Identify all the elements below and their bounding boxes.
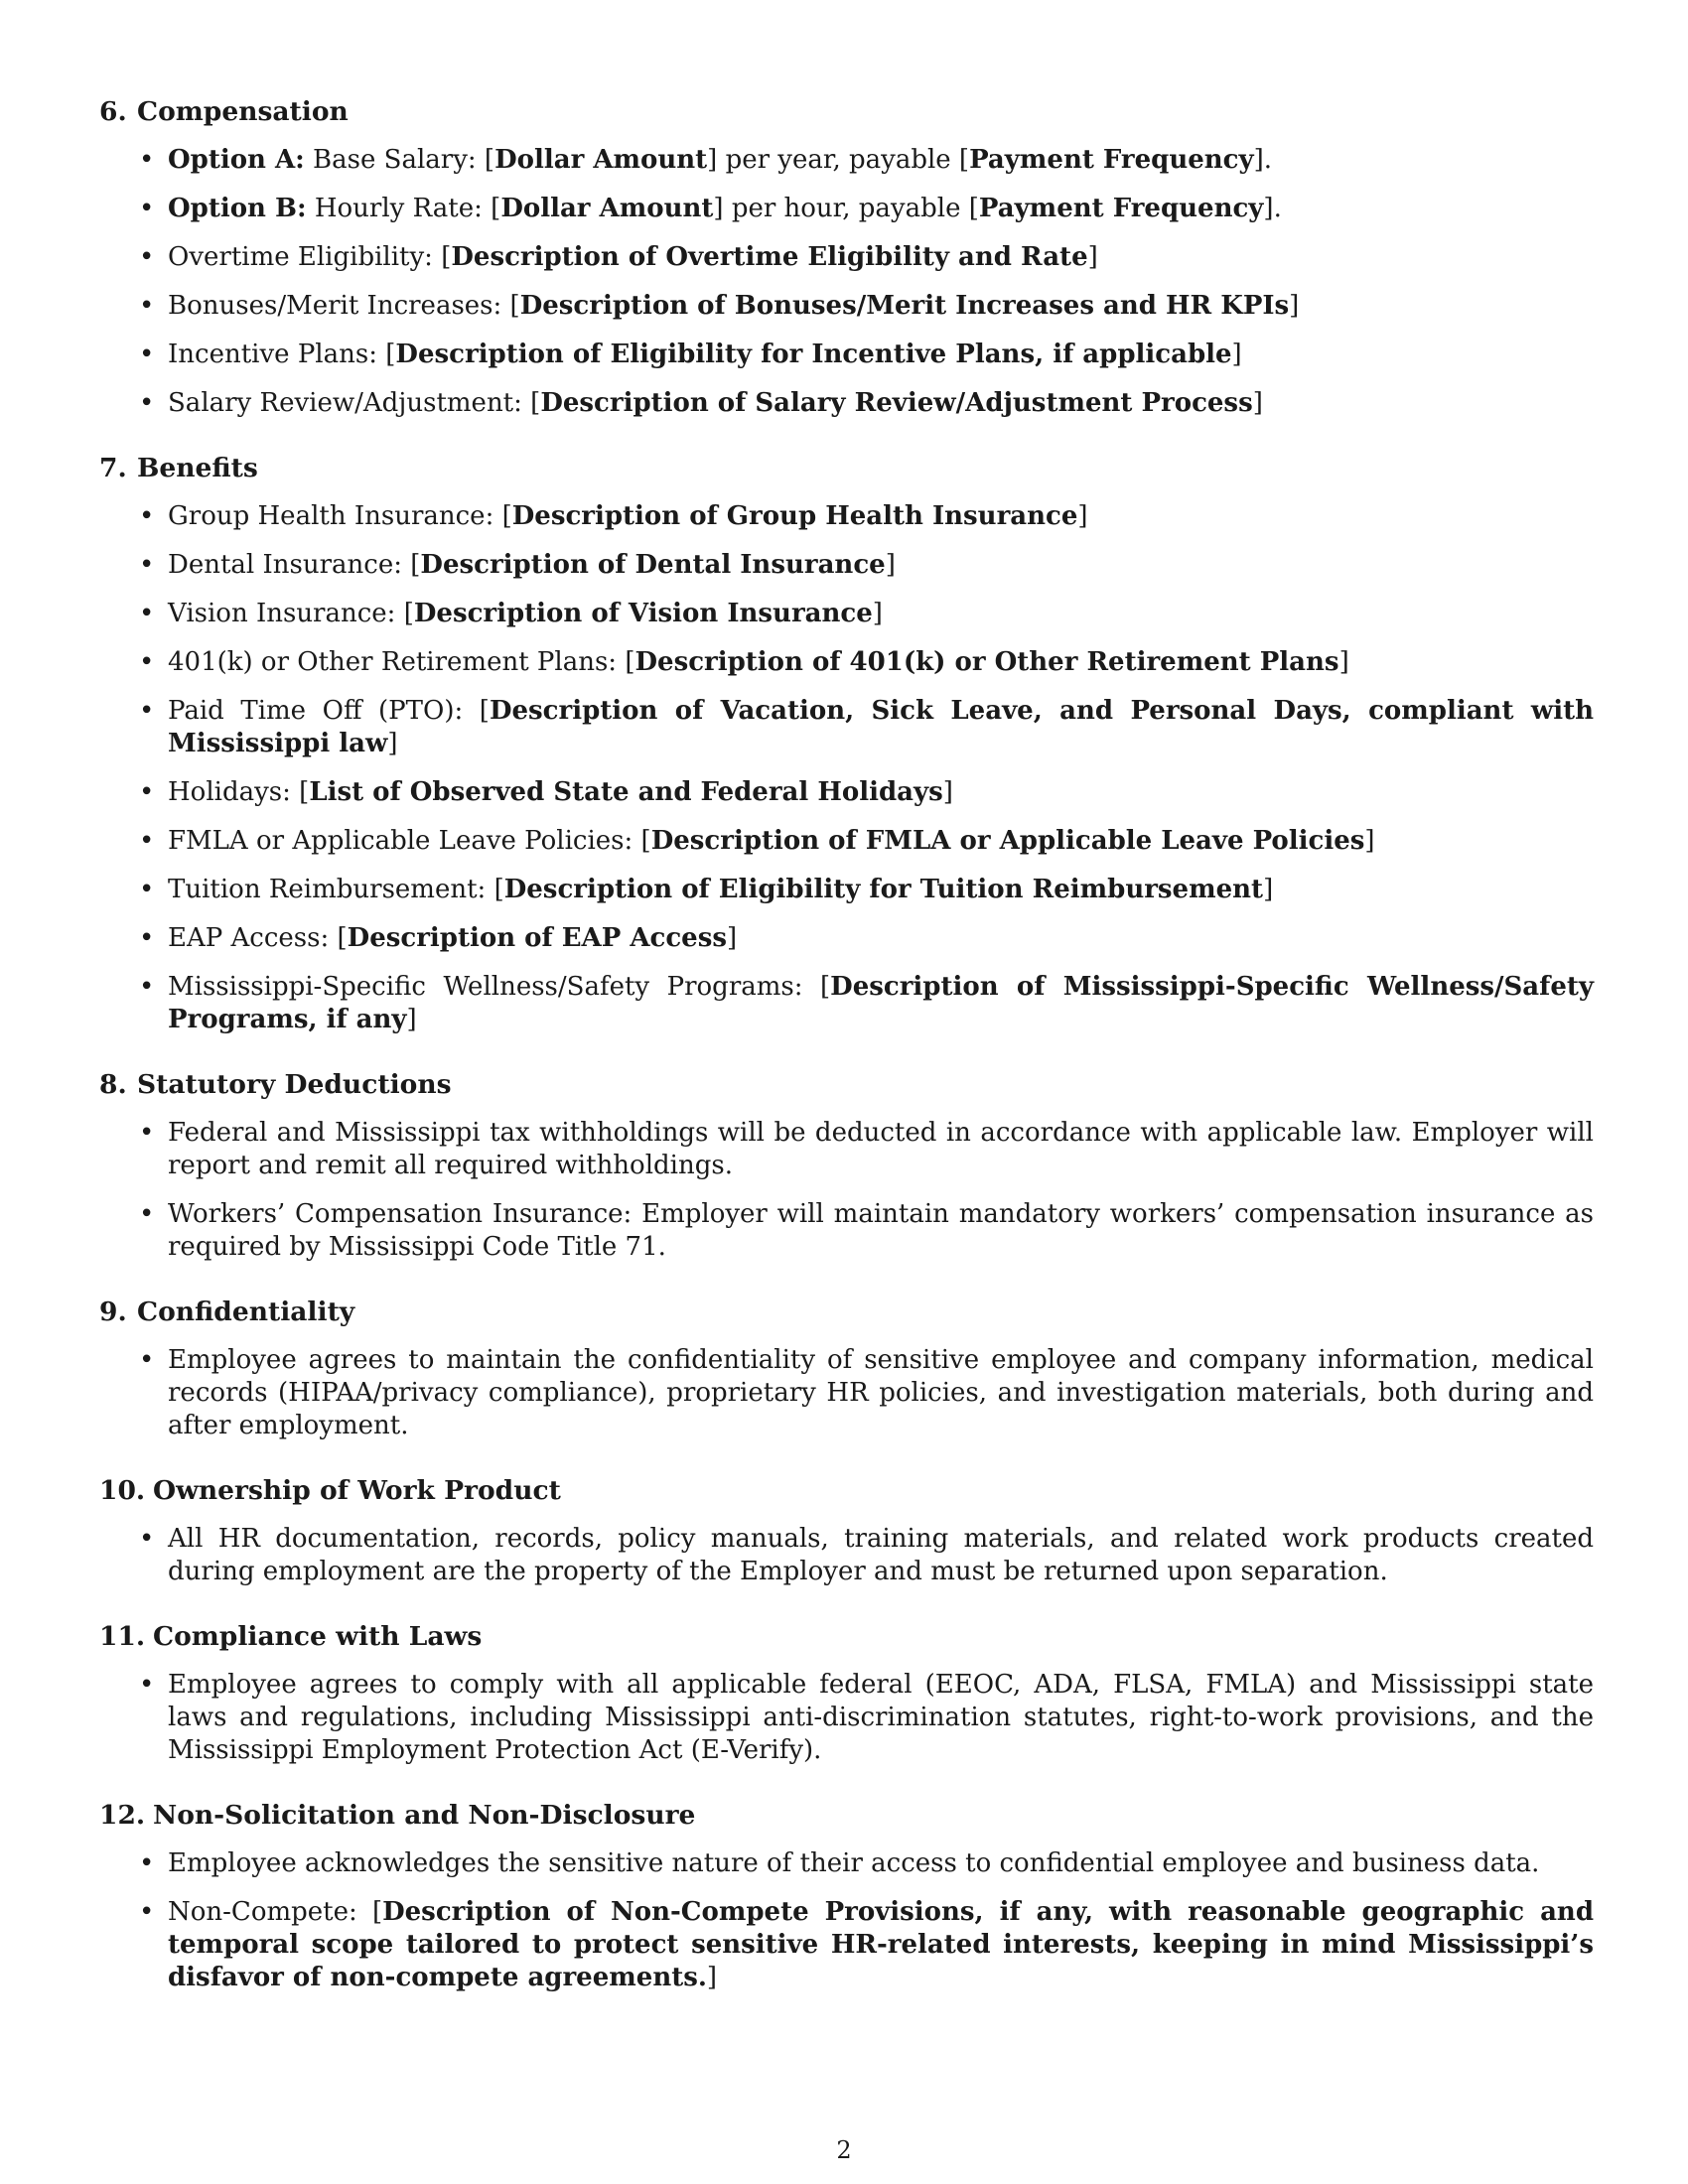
text: ] bbox=[387, 729, 398, 758]
text: ] bbox=[942, 777, 953, 807]
text: ]. bbox=[1263, 194, 1282, 223]
section-title: Ownership of Work Product bbox=[153, 1475, 561, 1506]
list-item bbox=[99, 971, 1594, 1036]
text: Salary Review/Adjustment: [ bbox=[168, 388, 541, 418]
text: ] bbox=[1077, 501, 1088, 531]
section-heading bbox=[99, 1620, 1594, 1653]
section-title: Statutory Deductions bbox=[137, 1069, 452, 1100]
section-8 bbox=[99, 1068, 1594, 1264]
section-number: 12. bbox=[99, 1800, 146, 1831]
text: Employee agrees to comply with all applicable federal (EEOC, ADA, FLSA, FMLA) and Mississippi state laws and regulations, including Mississippi anti-discrimination statutes, right-to-work provisions, and the Mississippi Employment Protection Act (E-Verify). bbox=[168, 1670, 1594, 1765]
section-heading bbox=[99, 1068, 1594, 1101]
text: All HR documentation, records, policy manuals, training materials, and related work products created during employment are the property of the Employer and must be returned upon separation. bbox=[168, 1524, 1594, 1586]
text: Employee acknowledges the sensitive nature of their access to confidential employee and business data. bbox=[168, 1848, 1540, 1878]
section-9 bbox=[99, 1296, 1594, 1442]
section-title: Benefits bbox=[137, 453, 258, 483]
list-item bbox=[99, 241, 1594, 274]
bold-text: List of Observed State and Federal Holidays bbox=[309, 777, 943, 807]
bold-text: Description of EAP Access bbox=[347, 923, 727, 953]
section-title: Confidentiality bbox=[137, 1297, 355, 1327]
bullet-list bbox=[99, 1344, 1594, 1442]
section-number: 11. bbox=[99, 1621, 146, 1652]
text: Group Health Insurance: [ bbox=[168, 501, 512, 531]
bullet-list bbox=[99, 1523, 1594, 1588]
text: Federal and Mississippi tax withholdings will be deducted in accordance with applicable law. Employer will report and remit all required withholdings. bbox=[168, 1118, 1594, 1180]
list-item bbox=[99, 1523, 1594, 1588]
section-7 bbox=[99, 452, 1594, 1036]
text: Dental Insurance: [ bbox=[168, 550, 421, 580]
text: ] bbox=[1252, 388, 1263, 418]
section-heading bbox=[99, 1799, 1594, 1832]
section-heading bbox=[99, 452, 1594, 484]
list-item bbox=[99, 776, 1594, 809]
section-number: 6. bbox=[99, 96, 127, 127]
text: Overtime Eligibility: [ bbox=[168, 242, 452, 272]
list-item bbox=[99, 500, 1594, 533]
text: 401(k) or Other Retirement Plans: [ bbox=[168, 647, 635, 677]
text: Employee agrees to maintain the confidentiality of sensitive employee and company information, medical records (HIPAA/privacy compliance), proprietary HR policies, and investigation materials, both during and after employment. bbox=[168, 1345, 1594, 1440]
section-heading bbox=[99, 1296, 1594, 1328]
text: Bonuses/Merit Increases: [ bbox=[168, 291, 520, 321]
text: Paid Time Off (PTO): [ bbox=[168, 696, 490, 726]
list-item bbox=[99, 339, 1594, 371]
list-item bbox=[99, 646, 1594, 679]
list-item bbox=[99, 1896, 1594, 1994]
bold-text: Description of Eligibility for Tuition Reimbursement bbox=[503, 875, 1264, 904]
section-number: 7. bbox=[99, 453, 127, 483]
bold-text: Description of Salary Review/Adjustment Process bbox=[540, 388, 1253, 418]
text: ] bbox=[885, 550, 896, 580]
list-item bbox=[99, 922, 1594, 955]
text: ] bbox=[1364, 826, 1375, 856]
bold-text: Description of Vacation, Sick Leave, and Personal Days, compliant with Mississippi law bbox=[168, 696, 1594, 758]
section-11 bbox=[99, 1620, 1594, 1767]
bullet-list bbox=[99, 144, 1594, 420]
bold-text: Description of Dental Insurance bbox=[420, 550, 886, 580]
text: ] bbox=[1338, 647, 1349, 677]
text: EAP Access: [ bbox=[168, 923, 348, 953]
list-item bbox=[99, 290, 1594, 323]
text: Hourly Rate: [ bbox=[306, 194, 501, 223]
document-page bbox=[99, 95, 1594, 2026]
text: Vision Insurance: [ bbox=[168, 599, 414, 628]
bold-text: Description of Mississippi-Specific Wellness/Safety Programs, if any bbox=[168, 972, 1594, 1034]
text: ] bbox=[872, 599, 883, 628]
text: Base Salary: [ bbox=[304, 145, 495, 175]
list-item bbox=[99, 1198, 1594, 1264]
text: Tuition Reimbursement: [ bbox=[168, 875, 504, 904]
bold-text: Description of FMLA or Applicable Leave Policies bbox=[650, 826, 1365, 856]
bold-text: Description of Overtime Eligibility and Rate bbox=[451, 242, 1088, 272]
text: ] bbox=[406, 1005, 417, 1034]
bold-text: Description of Group Health Insurance bbox=[511, 501, 1078, 531]
text: Holidays: [ bbox=[168, 777, 310, 807]
list-item bbox=[99, 825, 1594, 858]
list-item bbox=[99, 1117, 1594, 1182]
list-item bbox=[99, 695, 1594, 760]
section-12 bbox=[99, 1799, 1594, 1994]
bold-text: Description of Vision Insurance bbox=[413, 599, 873, 628]
section-10 bbox=[99, 1474, 1594, 1588]
text: ] bbox=[726, 923, 738, 953]
text: Incentive Plans: [ bbox=[168, 340, 396, 369]
text: Workers’ Compensation Insurance: Employer will maintain mandatory workers’ compensation insurance as required by Mississippi Code Title 71. bbox=[168, 1199, 1594, 1262]
sections-container bbox=[99, 95, 1594, 1994]
text: ] bbox=[1231, 340, 1242, 369]
list-item bbox=[99, 144, 1594, 177]
text: Mississippi-Specific Wellness/Safety Programs: [ bbox=[168, 972, 831, 1002]
list-item bbox=[99, 549, 1594, 582]
bullet-list bbox=[99, 1669, 1594, 1767]
bold-text: Description of 401(k) or Other Retirement Plans bbox=[634, 647, 1339, 677]
bullet-list bbox=[99, 1117, 1594, 1264]
list-item bbox=[99, 193, 1594, 225]
bold-text: Payment Frequency bbox=[978, 194, 1264, 223]
bullet-list bbox=[99, 1847, 1594, 1994]
section-number: 10. bbox=[99, 1475, 146, 1506]
text: ] bbox=[1087, 242, 1098, 272]
text: ] bbox=[1263, 875, 1274, 904]
bold-text: Description of Non-Compete Provisions, if any, with reasonable geographic and temporal scope tailored to protect sensitive HR-related interests, keeping in mind Mississippi’s disfavor of non-compete agreements. bbox=[168, 1897, 1594, 1992]
page-number: 2 bbox=[836, 2136, 852, 2164]
section-title: Compliance with Laws bbox=[153, 1621, 483, 1652]
list-item bbox=[99, 1344, 1594, 1442]
text: Non-Compete: [ bbox=[168, 1897, 383, 1927]
bullet-list bbox=[99, 500, 1594, 1036]
bold-text: Description of Bonuses/Merit Increases and HR KPIs bbox=[519, 291, 1290, 321]
bold-text: Payment Frequency bbox=[969, 145, 1254, 175]
text: ] bbox=[706, 1963, 718, 1992]
list-item bbox=[99, 1669, 1594, 1767]
text: ] per year, payable [ bbox=[707, 145, 970, 175]
bold-text: Dollar Amount bbox=[494, 145, 708, 175]
list-item bbox=[99, 598, 1594, 630]
list-item bbox=[99, 874, 1594, 906]
text: ] per hour, payable [ bbox=[713, 194, 979, 223]
text: ] bbox=[1289, 291, 1300, 321]
section-heading bbox=[99, 1474, 1594, 1507]
bold-text: Option A: bbox=[168, 145, 305, 175]
section-title: Non-Solicitation and Non-Disclosure bbox=[153, 1800, 696, 1831]
bold-text: Option B: bbox=[168, 194, 307, 223]
list-item bbox=[99, 387, 1594, 420]
text: ]. bbox=[1253, 145, 1273, 175]
section-number: 8. bbox=[99, 1069, 127, 1100]
bold-text: Description of Eligibility for Incentive Plans, if applicable bbox=[395, 340, 1232, 369]
text: FMLA or Applicable Leave Policies: [ bbox=[168, 826, 651, 856]
section-heading bbox=[99, 95, 1594, 128]
section-6 bbox=[99, 95, 1594, 420]
list-item bbox=[99, 1847, 1594, 1880]
section-number: 9. bbox=[99, 1297, 127, 1327]
bold-text: Dollar Amount bbox=[500, 194, 714, 223]
section-title: Compensation bbox=[137, 96, 349, 127]
